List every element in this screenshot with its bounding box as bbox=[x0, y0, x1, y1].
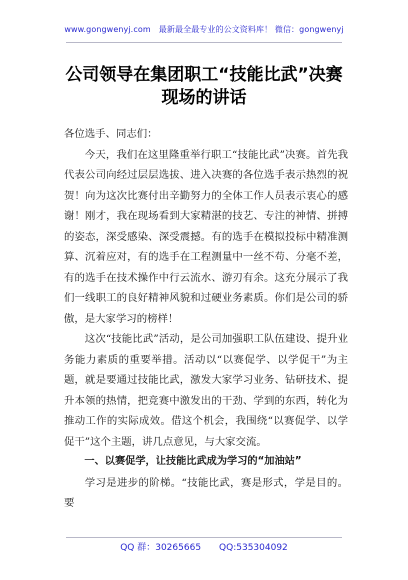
body-paragraph: 学习是进步的阶梯。“技能比武，赛是形式，学是目的。要 bbox=[64, 476, 348, 509]
body-paragraph: 这次“技能比武”活动，是公司加强职工队伍建设、提升业务能力素质的重要举措。活动以“以赛促学、以学促干”为主题，就是要通过技能比武，激发大家学习业务、钻研技术、提升本领的热情，把竞赛中激发出的干劲、学到的东西，转化为推动工作的实际成效。借这个机会，我围绕“以赛促学、以学促干”这个主题，讲几点意见，与大家交流。 bbox=[64, 333, 348, 448]
document-body bbox=[64, 124, 348, 514]
section-heading: 一、以赛促学，让技能比武成为学习的“加油站” bbox=[84, 456, 302, 467]
header-banner: www.gongwenyj.com 最新最全最专业的公文资料库！ 微信：gongwenyj bbox=[64, 25, 344, 34]
footer-divider bbox=[66, 537, 342, 538]
document-title: 公司领导在集团职工“技能比武”决赛现场的讲话 bbox=[65, 65, 343, 108]
footer-banner: QQ 群：30265665 QQ:535304092 bbox=[120, 543, 288, 553]
header-divider bbox=[66, 42, 342, 43]
salutation: 各位选手、同志们： bbox=[64, 128, 158, 140]
body-paragraph: 今天，我们在这里隆重举行职工“技能比武”决赛。首先我代表公司向经过层层选拔、进入决赛的各位选手表示热烈的祝贺！向为这次比赛付出辛勤努力的全体工作人员表示衷心的感谢！刚才，我在现场看到大家精湛的技艺、专注的神情、拼搏的姿态，深受感染、深受震撼。有的选手在模拟投标中精准测算、沉着应对，有的选手在工程测量中一丝不苟、分毫不差，有的选手在技术操作中行云流水、游刃有余。这充分展示了我们一线职工的良好精神风貌和过硬业务素质。你们是公司的骄傲，是大家学习的榜样！ bbox=[64, 148, 348, 325]
